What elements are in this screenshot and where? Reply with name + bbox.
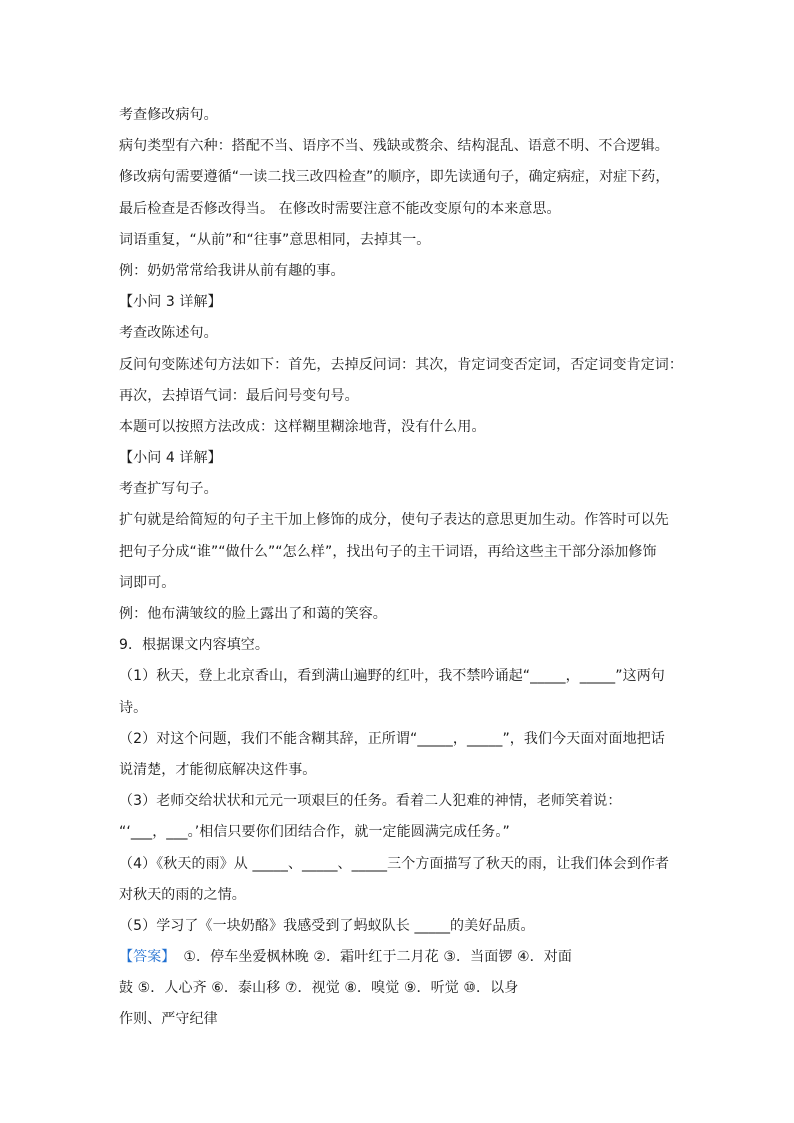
answer-text: ①．停车坐爱枫林晚 ②．霜叶红于二月花 ③．当面锣 ④．对面 (183, 949, 572, 966)
question-item: （1）秋天，登上北京香山，看到满山遍野的红叶，我不禁吟诵起“_____，_____”这两句 (119, 668, 665, 685)
document-body (119, 100, 683, 1036)
answer-line: 鼓 ⑤．人心齐 ⑥．泰山移 ⑦．视觉 ⑧．嗅觉 ⑨．听觉 ⑩．以身 (119, 980, 519, 997)
text-line: 反问句变陈述句方法如下：首先，去掉反问词：其次，肯定词变否定词，否定词变肯定词： (119, 356, 683, 373)
text-line: 考查改陈述句。 (119, 325, 218, 342)
question-item: （4）《秋天的雨》从 _____、_____、_____三个方面描写了秋天的雨，让我们体会到作者 (119, 855, 670, 872)
answer-tag: 【答案】 (119, 949, 176, 966)
question-item: （5）学习了《一块奶酪》我感受到了蚂蚁队长 _____的美好品质。 (119, 917, 535, 934)
text-line: 最后检查是否修改得当。 在修改时需要注意不能改变原句的本来意思。 (119, 200, 561, 217)
text-line: 病句类型有六种：搭配不当、语序不当、残缺或赘余、结构混乱、语意不明、不合逻辑。 (119, 138, 669, 155)
question-title: 9．根据课文内容填空。 (119, 637, 270, 654)
question-item: （3）老师交给状状和元元一项艰巨的任务。看着二人犯难的神情，老师笑着说： (119, 793, 622, 810)
answer-line (119, 942, 679, 973)
section-heading: 【小问 4 详解】 (119, 450, 222, 467)
text-line: 考查修改病句。 (119, 107, 218, 123)
question-item: （2）对这个问题，我们不能含糊其辞，正所谓“_____，_____”，我们今天面对面地把话 (119, 730, 665, 747)
text-line: 再次，去掉语气词：最后问号变句号。 (119, 387, 359, 404)
text-line: 词语重复，“从前”和“往事”意思相同，去掉其一。 (119, 231, 431, 248)
question-item: “‘___，___。’相信只要你们团结合作，就一定能圆满完成任务。” (119, 824, 510, 841)
text-line: 例：他布满皱纹的脸上露出了和蔼的笑容。 (119, 606, 387, 622)
text-line: 词即可。 (119, 574, 176, 591)
text-line: 例：奶奶常常给我讲从前有趣的事。 (119, 262, 345, 279)
question-item: 诗。 (119, 699, 148, 716)
text-line: 把句子分成“谁”“做什么”“怎么样”，找出句子的主干词语，再给这些主干部分添加修饰 (119, 543, 657, 560)
question-item: 说清楚，才能彻底解决这件事。 (119, 761, 317, 778)
text-line: 扩句就是给简短的句子主干加上修饰的成分，使句子表达的意思更加生动。作答时可以先 (119, 512, 669, 529)
text-line: 考查扩写句子。 (119, 481, 218, 498)
question-item: 对秋天的雨的之情。 (119, 886, 246, 903)
answer-line: 作则、严守纪律 (119, 1011, 218, 1028)
section-heading: 【小问 3 详解】 (119, 294, 222, 311)
text-line: 修改病句需要遵循“一读二找三改四检查”的顺序，即先读通句子，确定病症，对症下药， (119, 169, 670, 186)
text-line: 本题可以按照方法改成：这样糊里糊涂地背，没有什么用。 (119, 418, 486, 435)
